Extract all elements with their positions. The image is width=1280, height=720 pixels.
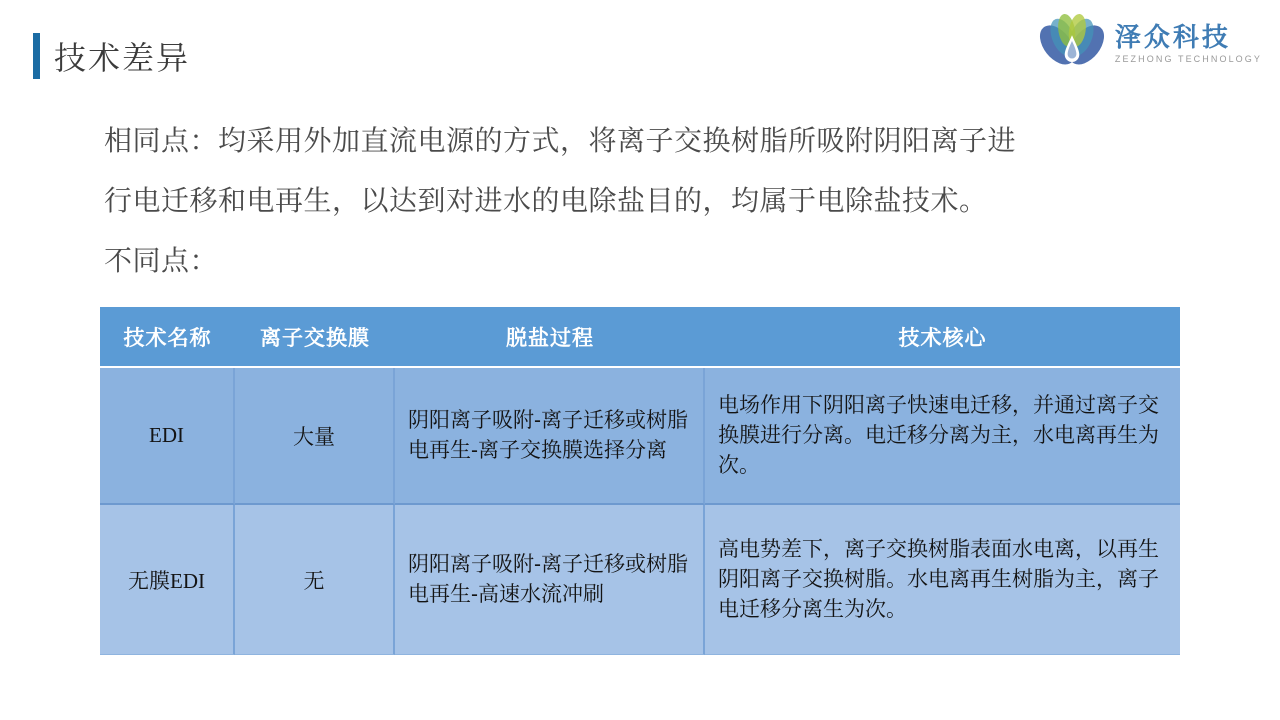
same-points-line1: 相同点：均采用外加直流电源的方式，将离子交换树脂所吸附阴阳离子进 <box>104 125 1017 156</box>
slide-body-text <box>104 111 1016 291</box>
different-points-label: 不同点： <box>104 245 219 276</box>
company-name: 泽众科技 <box>1114 22 1231 52</box>
table-header-row <box>100 307 1180 368</box>
table-row-edi <box>100 368 1180 505</box>
cell-membraneless-edi-membrane: 无 <box>235 505 395 655</box>
lotus-drop-logo-icon <box>1037 8 1107 78</box>
cell-edi-process: 阴阳离子吸附-离子迁移或树脂电再生-离子交换膜选择分离 <box>395 368 705 505</box>
cell-edi-name: EDI <box>100 368 235 505</box>
table-row-membraneless-edi <box>100 505 1180 655</box>
page-title: 技术差异 <box>54 40 191 76</box>
header-tech-core: 技术核心 <box>705 307 1180 368</box>
technology-comparison-table <box>100 307 1180 655</box>
header-tech-name: 技术名称 <box>100 307 235 368</box>
slide-title-block <box>33 33 190 79</box>
cell-edi-core: 电场作用下阴阳离子快速电迁移，并通过离子交换膜进行分离。电迁移分离为主，水电离再生为次。 <box>705 368 1180 505</box>
company-logo <box>1037 8 1262 78</box>
title-accent-bar <box>33 33 40 79</box>
cell-edi-membrane: 大量 <box>235 368 395 505</box>
company-subtitle: ZEZHONG TECHNOLOGY <box>1114 54 1262 64</box>
same-points-line2: 行电迁移和电再生，以达到对进水的电除盐目的，均属于电除盐技术。 <box>104 185 988 216</box>
header-desalination-process: 脱盐过程 <box>395 307 705 368</box>
cell-membraneless-edi-core: 高电势差下，离子交换树脂表面水电离，以再生阴阳离子交换树脂。水电离再生树脂为主，离子电迁移分离生为次。 <box>705 505 1180 655</box>
cell-membraneless-edi-process: 阴阳离子吸附-离子迁移或树脂电再生-高速水流冲刷 <box>395 505 705 655</box>
header-ion-exchange-membrane: 离子交换膜 <box>235 307 395 368</box>
cell-membraneless-edi-name: 无膜EDI <box>100 505 235 655</box>
